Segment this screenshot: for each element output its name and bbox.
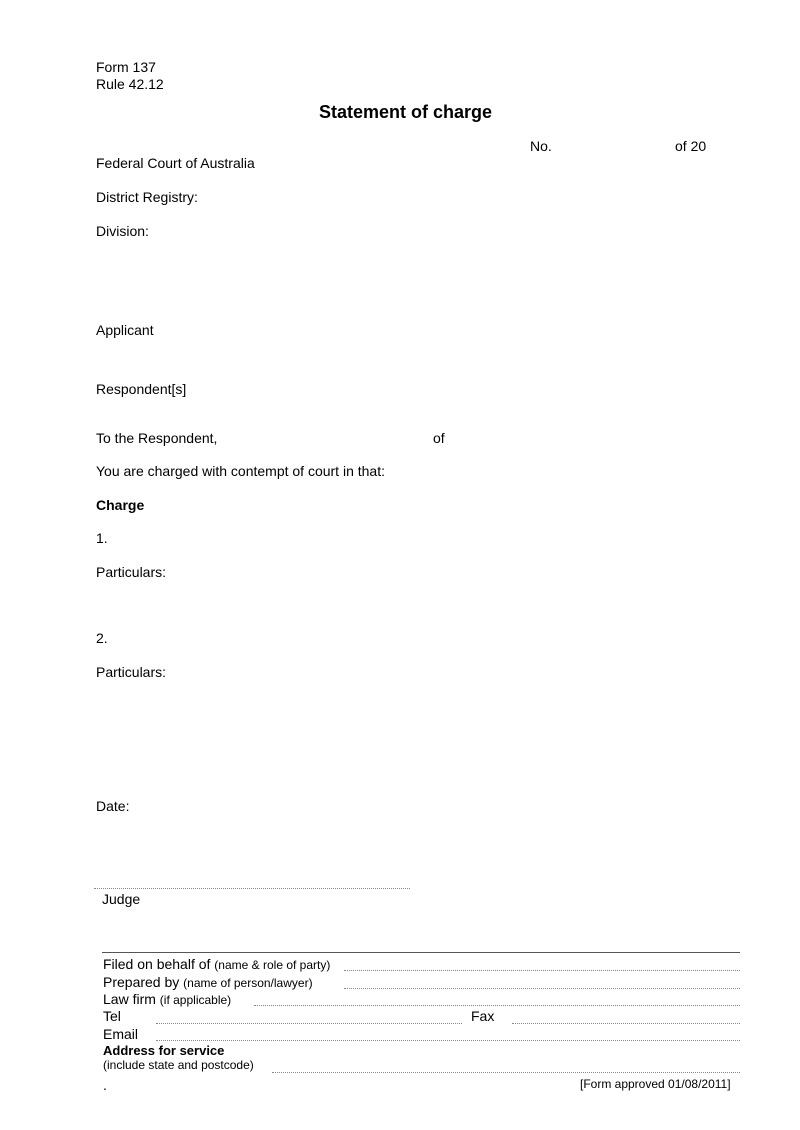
law-firm-hint: (if applicable) — [159, 993, 232, 1007]
respondents-label: Respondent[s] — [96, 381, 187, 397]
law-firm-label: Law firm — [103, 991, 156, 1007]
footer-dot: . — [103, 1077, 107, 1093]
district-registry-label: District Registry: — [96, 189, 198, 205]
tel-label: Tel — [103, 1008, 121, 1024]
charge-item-1: 1. — [96, 530, 108, 546]
prepared-by-hint: (name of person/lawyer) — [183, 976, 313, 990]
particulars-2-label: Particulars: — [96, 664, 167, 680]
charged-statement: You are charged with contempt of court in that: — [96, 463, 385, 479]
prepared-by-row — [103, 975, 313, 989]
prepared-by-label: Prepared by — [103, 974, 180, 990]
rule-reference: Rule 42.12 — [96, 76, 164, 92]
page-title: Statement of charge — [319, 102, 493, 122]
case-number-label: No. — [530, 138, 552, 154]
tel-field[interactable] — [156, 1023, 462, 1024]
case-year-label: of 20 — [675, 138, 707, 154]
fax-label: Fax — [471, 1008, 495, 1024]
charge-item-2: 2. — [96, 630, 108, 646]
address-hint: (include state and postcode) — [103, 1058, 254, 1072]
particulars-1-label: Particulars: — [96, 564, 167, 580]
fax-field[interactable] — [512, 1023, 740, 1024]
filed-on-behalf-hint: (name & role of party) — [214, 958, 331, 972]
filed-on-behalf-label: Filed on behalf of — [103, 956, 211, 972]
judge-signature-line — [94, 888, 410, 889]
division-label: Division: — [96, 223, 149, 239]
address-field[interactable] — [272, 1072, 740, 1073]
date-label: Date: — [96, 798, 130, 814]
law-firm-field[interactable] — [254, 1005, 740, 1006]
to-respondent-text: To the Respondent, — [96, 430, 218, 446]
form-approved-note: [Form approved 01/08/2011] — [580, 1077, 731, 1091]
address-for-service-label: Address for service — [103, 1043, 225, 1058]
charge-heading: Charge — [96, 497, 145, 513]
court-name: Federal Court of Australia — [96, 155, 255, 171]
email-label: Email — [103, 1026, 139, 1042]
law-firm-row — [103, 992, 231, 1006]
email-field[interactable] — [156, 1040, 740, 1041]
form-number: Form 137 — [96, 59, 156, 75]
filed-on-behalf-row — [103, 957, 330, 971]
prepared-by-field[interactable] — [344, 988, 740, 989]
filing-top-rule — [102, 952, 740, 953]
filed-on-behalf-field[interactable] — [344, 970, 740, 971]
of-text: of — [433, 430, 445, 446]
judge-label: Judge — [102, 891, 141, 907]
applicant-label: Applicant — [96, 322, 154, 338]
